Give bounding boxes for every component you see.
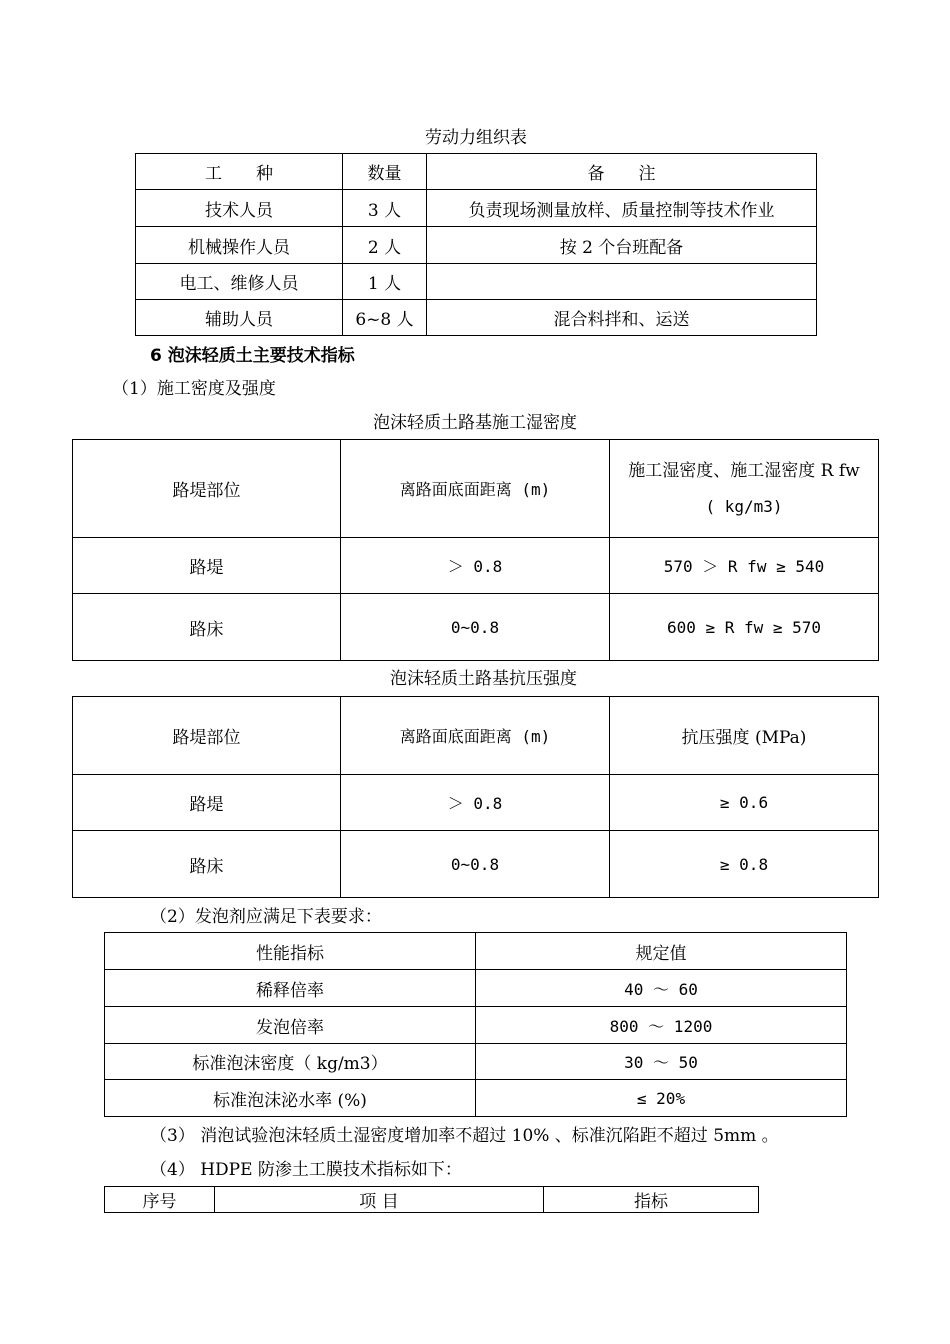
header-cell: 离路面底面距离 (m) [341, 440, 610, 538]
strength-table-caption: 泡沫轻质土路基抗压强度 [390, 669, 577, 689]
table-row [105, 1044, 847, 1080]
table-cell: 按 2 个台班配备 [427, 227, 817, 264]
table-row [73, 594, 879, 661]
table-cell: 1 人 [343, 264, 427, 300]
table-cell: ≤ 20% [476, 1080, 847, 1117]
item-1-text: （1）施工密度及强度 [112, 379, 276, 399]
table-row [73, 831, 879, 898]
table-cell: 机械操作人员 [136, 227, 343, 264]
table-cell: 辅助人员 [136, 300, 343, 336]
table-cell: 电工、维修人员 [136, 264, 343, 300]
table-cell: 发泡倍率 [105, 1007, 476, 1044]
table-row [136, 227, 817, 264]
item-4-text: （4） HDPE 防渗土工膜技术指标如下： [150, 1160, 462, 1180]
hdpe-table [104, 1186, 759, 1213]
table-cell: 0~0.8 [341, 594, 610, 661]
table-cell: 600 ≥ R fw ≥ 570 [610, 594, 879, 661]
header-cell: 工 种 [136, 154, 343, 190]
table-cell: 负责现场测量放样、质量控制等技术作业 [427, 190, 817, 227]
header-cell: 离路面底面距离 (m) [341, 697, 610, 775]
table-header-row [105, 933, 847, 970]
table-row [105, 1080, 847, 1117]
labor-table-caption: 劳动力组织表 [425, 128, 527, 148]
table-cell: ≥ 0.8 [610, 831, 879, 898]
table-cell: ＞ 0.8 [341, 775, 610, 831]
table-cell: 570 ＞ R fw ≥ 540 [610, 538, 879, 594]
table-cell: 稀释倍率 [105, 970, 476, 1007]
density-table-caption: 泡沫轻质土路基施工湿密度 [373, 413, 577, 433]
table-row [136, 190, 817, 227]
table-cell: ≥ 0.6 [610, 775, 879, 831]
table-row [136, 264, 817, 300]
density-table [72, 439, 879, 661]
table-cell: 路床 [73, 831, 341, 898]
item-2-text: （2）发泡剂应满足下表要求： [150, 907, 382, 927]
table-cell: 0~0.8 [341, 831, 610, 898]
table-cell [427, 264, 817, 300]
header-cell: 路堤部位 [73, 440, 341, 538]
header-cell: 序号 [105, 1187, 215, 1213]
header-cell: 项 目 [215, 1187, 544, 1213]
section-heading: 6 泡沫轻质土主要技术指标 [150, 346, 355, 366]
table-cell: 标准泡沫泌水率 (%) [105, 1080, 476, 1117]
table-cell: 混合料拌和、运送 [427, 300, 817, 336]
table-cell: 30 ～ 50 [476, 1044, 847, 1080]
table-cell: 3 人 [343, 190, 427, 227]
foaming-table [104, 932, 847, 1117]
table-header-row [73, 440, 879, 538]
header-line: 施工湿密度、施工湿密度 R fw [628, 460, 860, 481]
header-cell: 性能指标 [105, 933, 476, 970]
header-cell: 规定值 [476, 933, 847, 970]
table-cell: 路堤 [73, 538, 341, 594]
table-row [105, 1007, 847, 1044]
table-header-row [136, 154, 817, 190]
header-cell: 路堤部位 [73, 697, 341, 775]
table-row [73, 538, 879, 594]
header-cell: 数量 [343, 154, 427, 190]
header-unit: ( kg/m3) [705, 496, 783, 516]
header-cell: 备 注 [427, 154, 817, 190]
table-cell: 路堤 [73, 775, 341, 831]
header-cell: 抗压强度 (MPa) [610, 697, 879, 775]
strength-table [72, 696, 879, 898]
table-row [136, 300, 817, 336]
item-3-text: （3） 消泡试验泡沫轻质土湿密度增加率不超过 10% 、标准沉陷距不超过 5mm 。 [150, 1126, 779, 1146]
table-row [73, 775, 879, 831]
table-row [105, 970, 847, 1007]
header-cell [610, 440, 879, 538]
table-cell: 800 ～ 1200 [476, 1007, 847, 1044]
table-cell: 2 人 [343, 227, 427, 264]
table-header-row [105, 1187, 759, 1213]
table-cell: 6~8 人 [343, 300, 427, 336]
header-cell: 指标 [544, 1187, 759, 1213]
table-cell: ＞ 0.8 [341, 538, 610, 594]
table-header-row [73, 697, 879, 775]
table-cell: 标准泡沫密度（ kg/m3） [105, 1044, 476, 1080]
labor-table [135, 153, 817, 336]
table-cell: 路床 [73, 594, 341, 661]
table-cell: 技术人员 [136, 190, 343, 227]
table-cell: 40 ～ 60 [476, 970, 847, 1007]
